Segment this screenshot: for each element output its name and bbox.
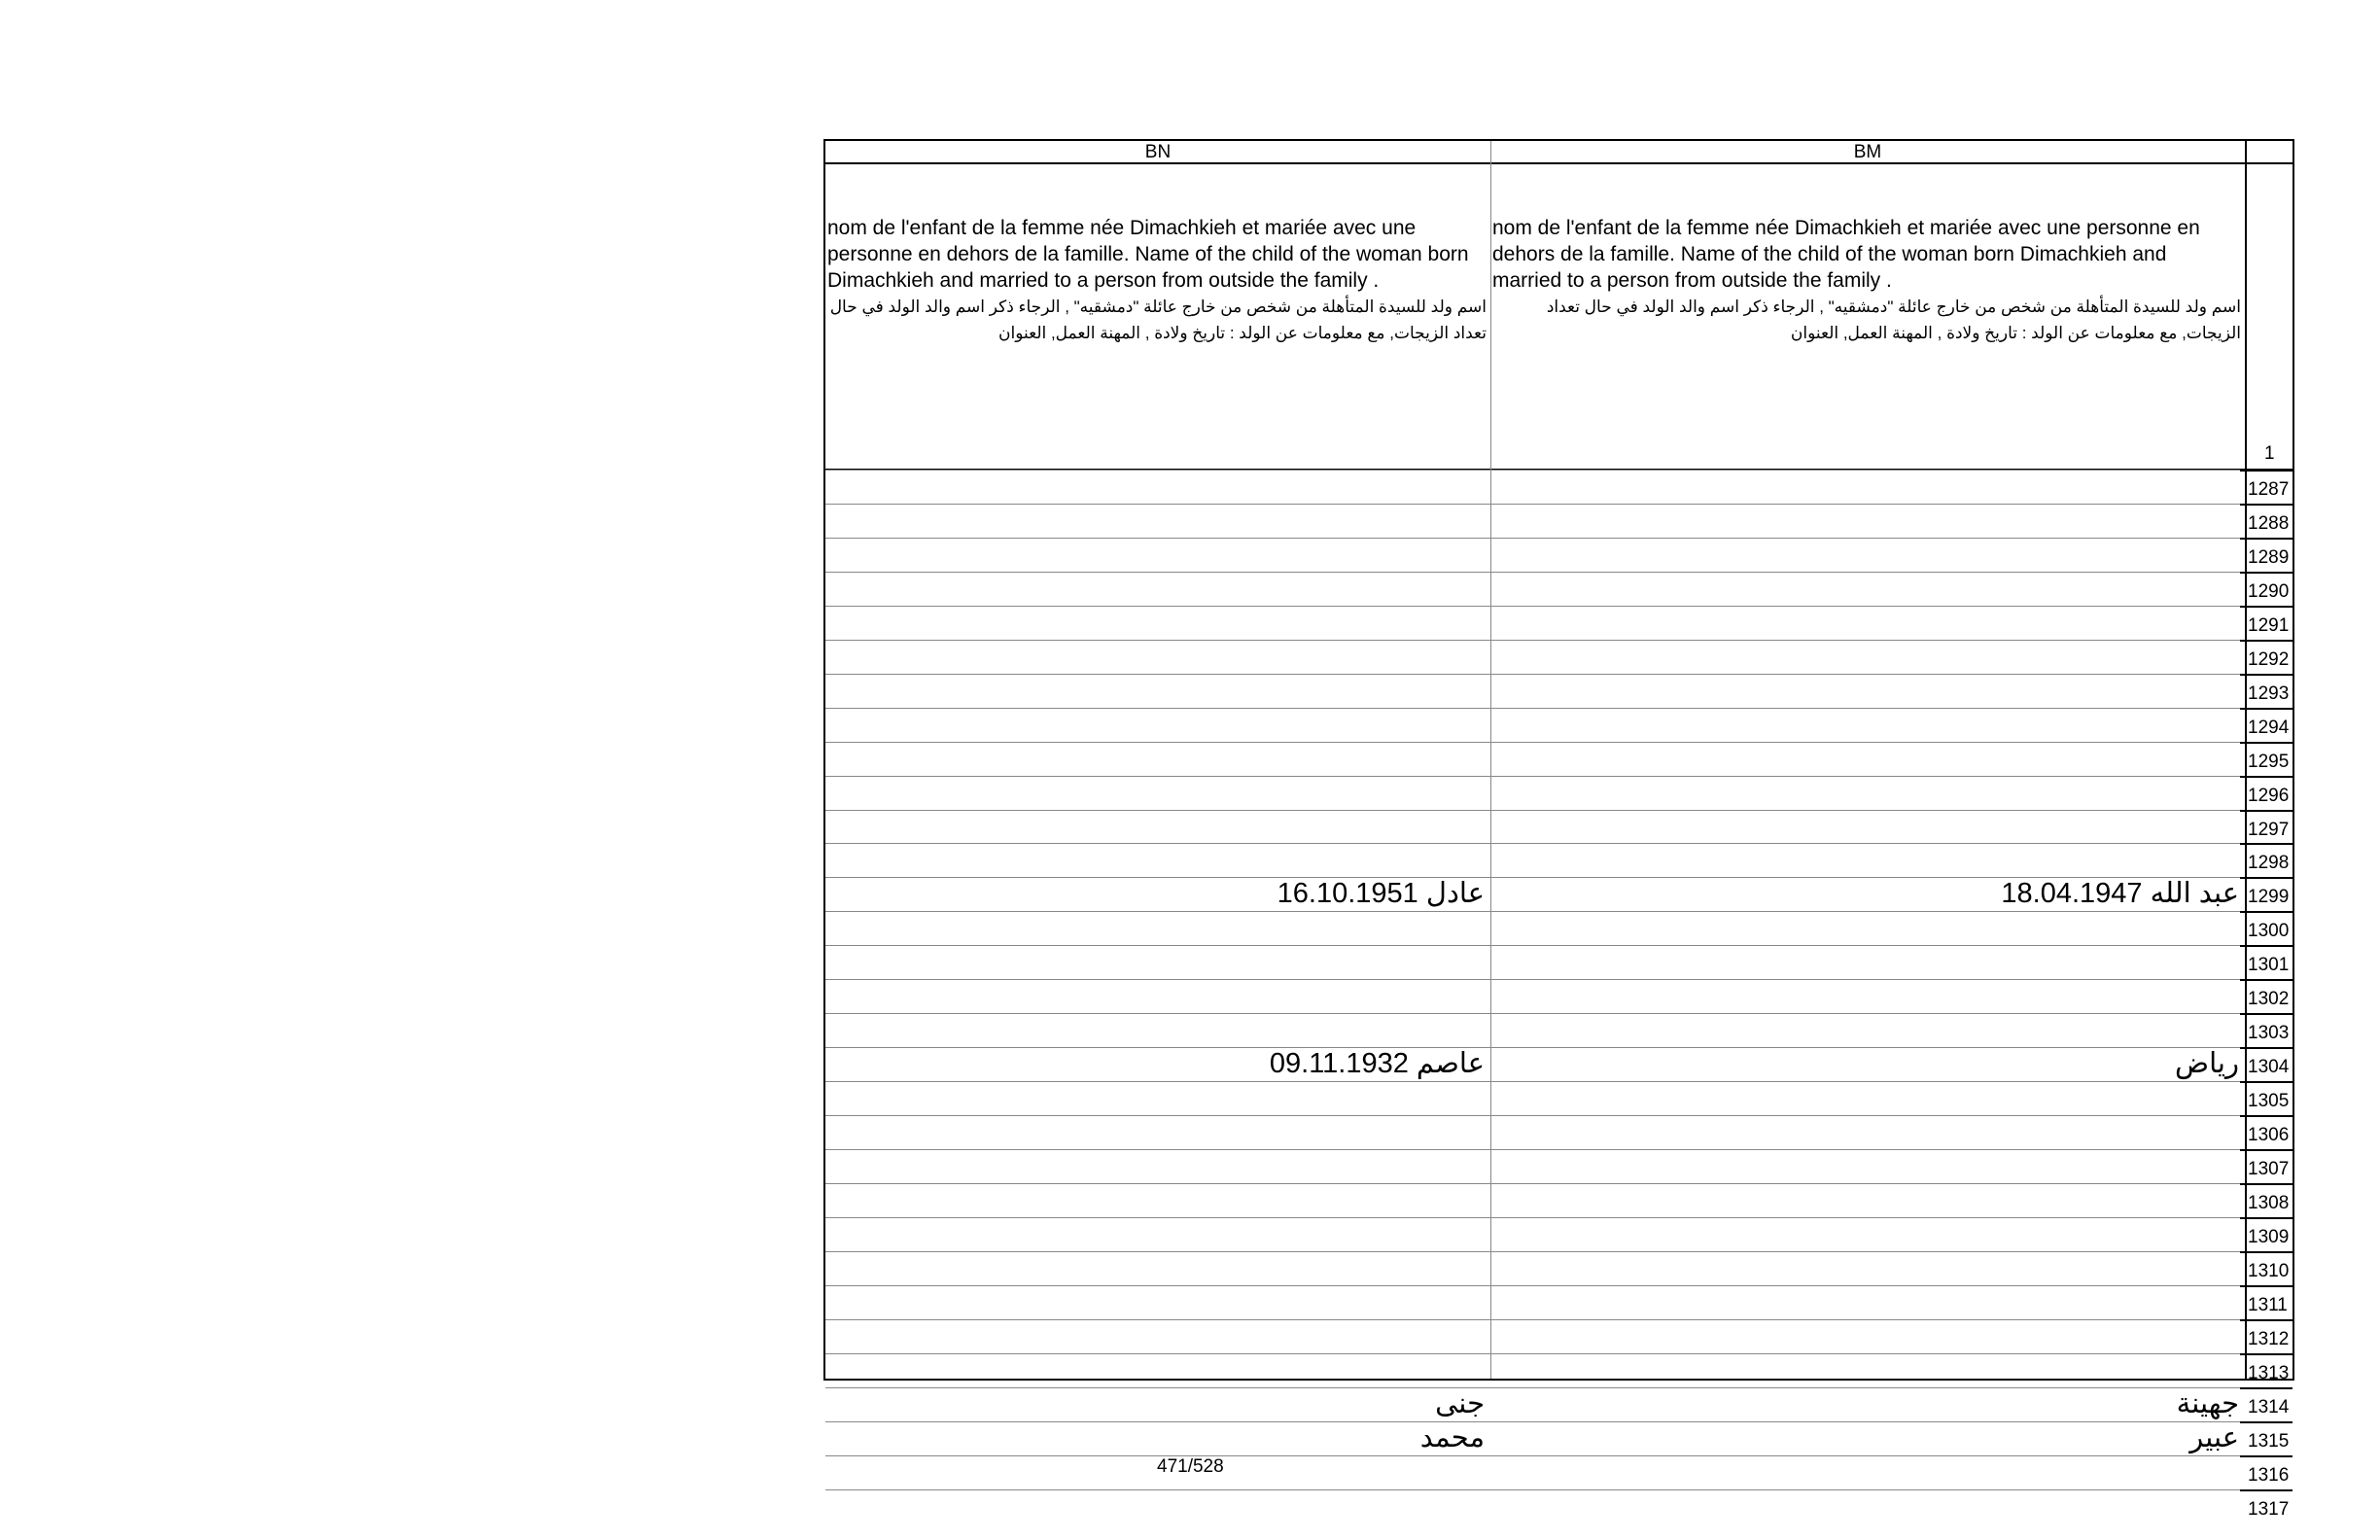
table-row [825,1421,2292,1455]
table-row [825,945,2292,979]
row-number: 1291 [2248,614,2290,636]
cell-bm [1490,911,2245,945]
cell-bn [825,1149,1490,1183]
cell-bn [825,810,1490,844]
cell-bm [1490,1455,2245,1489]
row-number: 1303 [2248,1023,2290,1044]
header-cell-bm [1490,164,2245,469]
cell-bm [1490,843,2245,877]
row-number: 1289 [2248,546,2290,568]
cell-bm [1490,1489,2245,1523]
table-row [825,1353,2292,1387]
cell-bn [825,1217,1490,1251]
row-number: 1314 [2248,1396,2290,1418]
table-row [825,1013,2292,1047]
table-row [825,1081,2292,1115]
cell-bm [1490,1149,2245,1183]
cell-bn [825,708,1490,742]
page-number: 471/528 [1157,1456,1224,1477]
table-row [825,674,2292,708]
row-number: 1287 [2248,479,2290,500]
cell-bn [825,674,1490,708]
table-row [825,1455,2292,1489]
cell-bm [1490,1115,2245,1149]
row-number: 1293 [2248,682,2290,704]
cell-bn [825,1183,1490,1217]
row-number: 1311 [2248,1294,2288,1315]
header-bn-english: nom de l'enfant de la femme née Dimachkieh et mariée avec une personne en dehors de la famille. Name of the child of the woman born Dimachkieh and married to a person from outside the family . [827,217,1469,292]
table-row [825,538,2292,572]
table-row [825,708,2292,742]
row-number: 1299 [2248,887,2290,908]
cell-bn [825,1319,1490,1353]
cell-bm: رياض [2175,1048,2239,1080]
cell-bn [825,776,1490,810]
table-row [825,1489,2292,1523]
row-number: 1288 [2248,512,2290,534]
row-number: 1296 [2248,785,2290,806]
column-header-bn: BN [825,141,1490,164]
table-row [825,504,2292,538]
cell-bm [1490,979,2245,1013]
cell-bm [1490,470,2245,504]
cell-bn [825,538,1490,572]
table-row [825,1387,2292,1421]
row-number: 1308 [2248,1192,2290,1213]
row-number: 1312 [2248,1328,2290,1349]
cell-bm [1490,1285,2245,1319]
cell-bn [825,843,1490,877]
table-row [825,640,2292,674]
cell-bn [825,911,1490,945]
table-row [825,1251,2292,1285]
cell-bm [1490,640,2245,674]
row-number: 1302 [2248,989,2290,1010]
cell-bn [825,742,1490,776]
cell-bn: جنى [1435,1387,1485,1419]
cell-bm [1490,1081,2245,1115]
table-row [825,1319,2292,1353]
row-number: 1298 [2248,853,2290,874]
cell-bn [825,1081,1490,1115]
table-row [825,606,2292,640]
cell-bm [1490,1183,2245,1217]
cell-bm: عبير [2189,1421,2239,1453]
table-row [825,1285,2292,1319]
cell-bm [1490,1319,2245,1353]
table-row [825,742,2292,776]
table-row [825,572,2292,606]
table-row [825,1149,2292,1183]
table-row [825,810,2292,844]
row-number: 1300 [2248,921,2290,942]
header-bm-arabic: اسم ولد للسيدة المتأهلة من شخص من خارج عائلة "دمشقيه" , الرجاء ذكر اسم والد الولد في حال تعداد الزيجات, مع معلومات عن الولد : تاريخ ولادة , المهنة العمل, العنوان [1546,298,2241,342]
cell-bn: عادل 16.10.1951 [1277,878,1485,910]
cell-bn [825,504,1490,538]
cell-bn [825,1285,1490,1319]
cell-bm [1490,538,2245,572]
table-row [825,776,2292,810]
cell-bm [1490,1353,2245,1387]
table-row [825,877,2292,911]
cell-bm [1490,742,2245,776]
row-number: 1295 [2248,751,2290,772]
row-number: 1307 [2248,1159,2290,1179]
cell-bm [1490,1251,2245,1285]
cell-bm: جهينة [2176,1387,2239,1419]
row-number: 1310 [2248,1260,2290,1281]
table-row [825,1217,2292,1251]
table-row [825,1183,2292,1217]
cell-bm [1490,776,2245,810]
row-number: 1304 [2248,1057,2290,1078]
row-number: 1313 [2248,1362,2290,1383]
table-row [825,470,2292,504]
row-number: 1290 [2248,580,2290,602]
row-number: 1292 [2248,648,2290,670]
header-bm-english: nom de l'enfant de la femme née Dimachkieh et mariée avec une personne en dehors de la famille. Name of the child of the woman born Dimachkieh and married to a person from outside the family . [1492,217,2200,292]
cell-bn [825,606,1490,640]
cell-bm: عبد الله 18.04.1947 [2001,878,2239,910]
row-number: 1297 [2248,819,2290,840]
cell-bn [825,979,1490,1013]
cell-bn [825,640,1490,674]
cell-bm [1490,945,2245,979]
header-cell-bn [825,164,1490,469]
cell-bn [825,1115,1490,1149]
row-number: 1317 [2248,1498,2290,1520]
cell-bm [1490,504,2245,538]
cell-bn [825,1353,1490,1387]
header-bn-arabic: اسم ولد للسيدة المتأهلة من شخص من خارج عائلة "دمشقيه" , الرجاء ذكر اسم والد الولد في حال تعداد الزيجات, مع معلومات عن الولد : تاريخ ولادة , المهنة العمل, العنوان [829,298,1487,342]
cell-bm [1490,674,2245,708]
table-row [825,1047,2292,1081]
header-row-number: 1 [2264,443,2275,464]
cell-bm [1490,572,2245,606]
row-number: 1305 [2248,1091,2290,1112]
column-header-bm: BM [1490,141,2245,164]
cell-bn: عاصم 09.11.1932 [1269,1048,1485,1080]
cell-bm [1490,1217,2245,1251]
table-row [825,1115,2292,1149]
cell-bn [825,572,1490,606]
cell-bn [825,945,1490,979]
cell-bm [1490,1013,2245,1047]
cell-bn [825,1251,1490,1285]
row-number: 1306 [2248,1125,2290,1146]
cell-bn: محمد [1419,1421,1485,1453]
row-number: 1294 [2248,717,2290,738]
table-row [825,979,2292,1013]
cell-bn [825,470,1490,504]
column-header-num [2245,141,2292,164]
table-row [825,911,2292,945]
row-number: 1316 [2248,1464,2290,1486]
cell-bn [825,1013,1490,1047]
cell-bm [1490,606,2245,640]
row-number: 1315 [2248,1430,2290,1452]
row-number: 1301 [2248,955,2290,976]
table-row [825,843,2292,877]
cell-bm [1490,708,2245,742]
row-number: 1309 [2248,1226,2290,1247]
cell-bn [825,1489,1490,1523]
cell-bm [1490,810,2245,844]
